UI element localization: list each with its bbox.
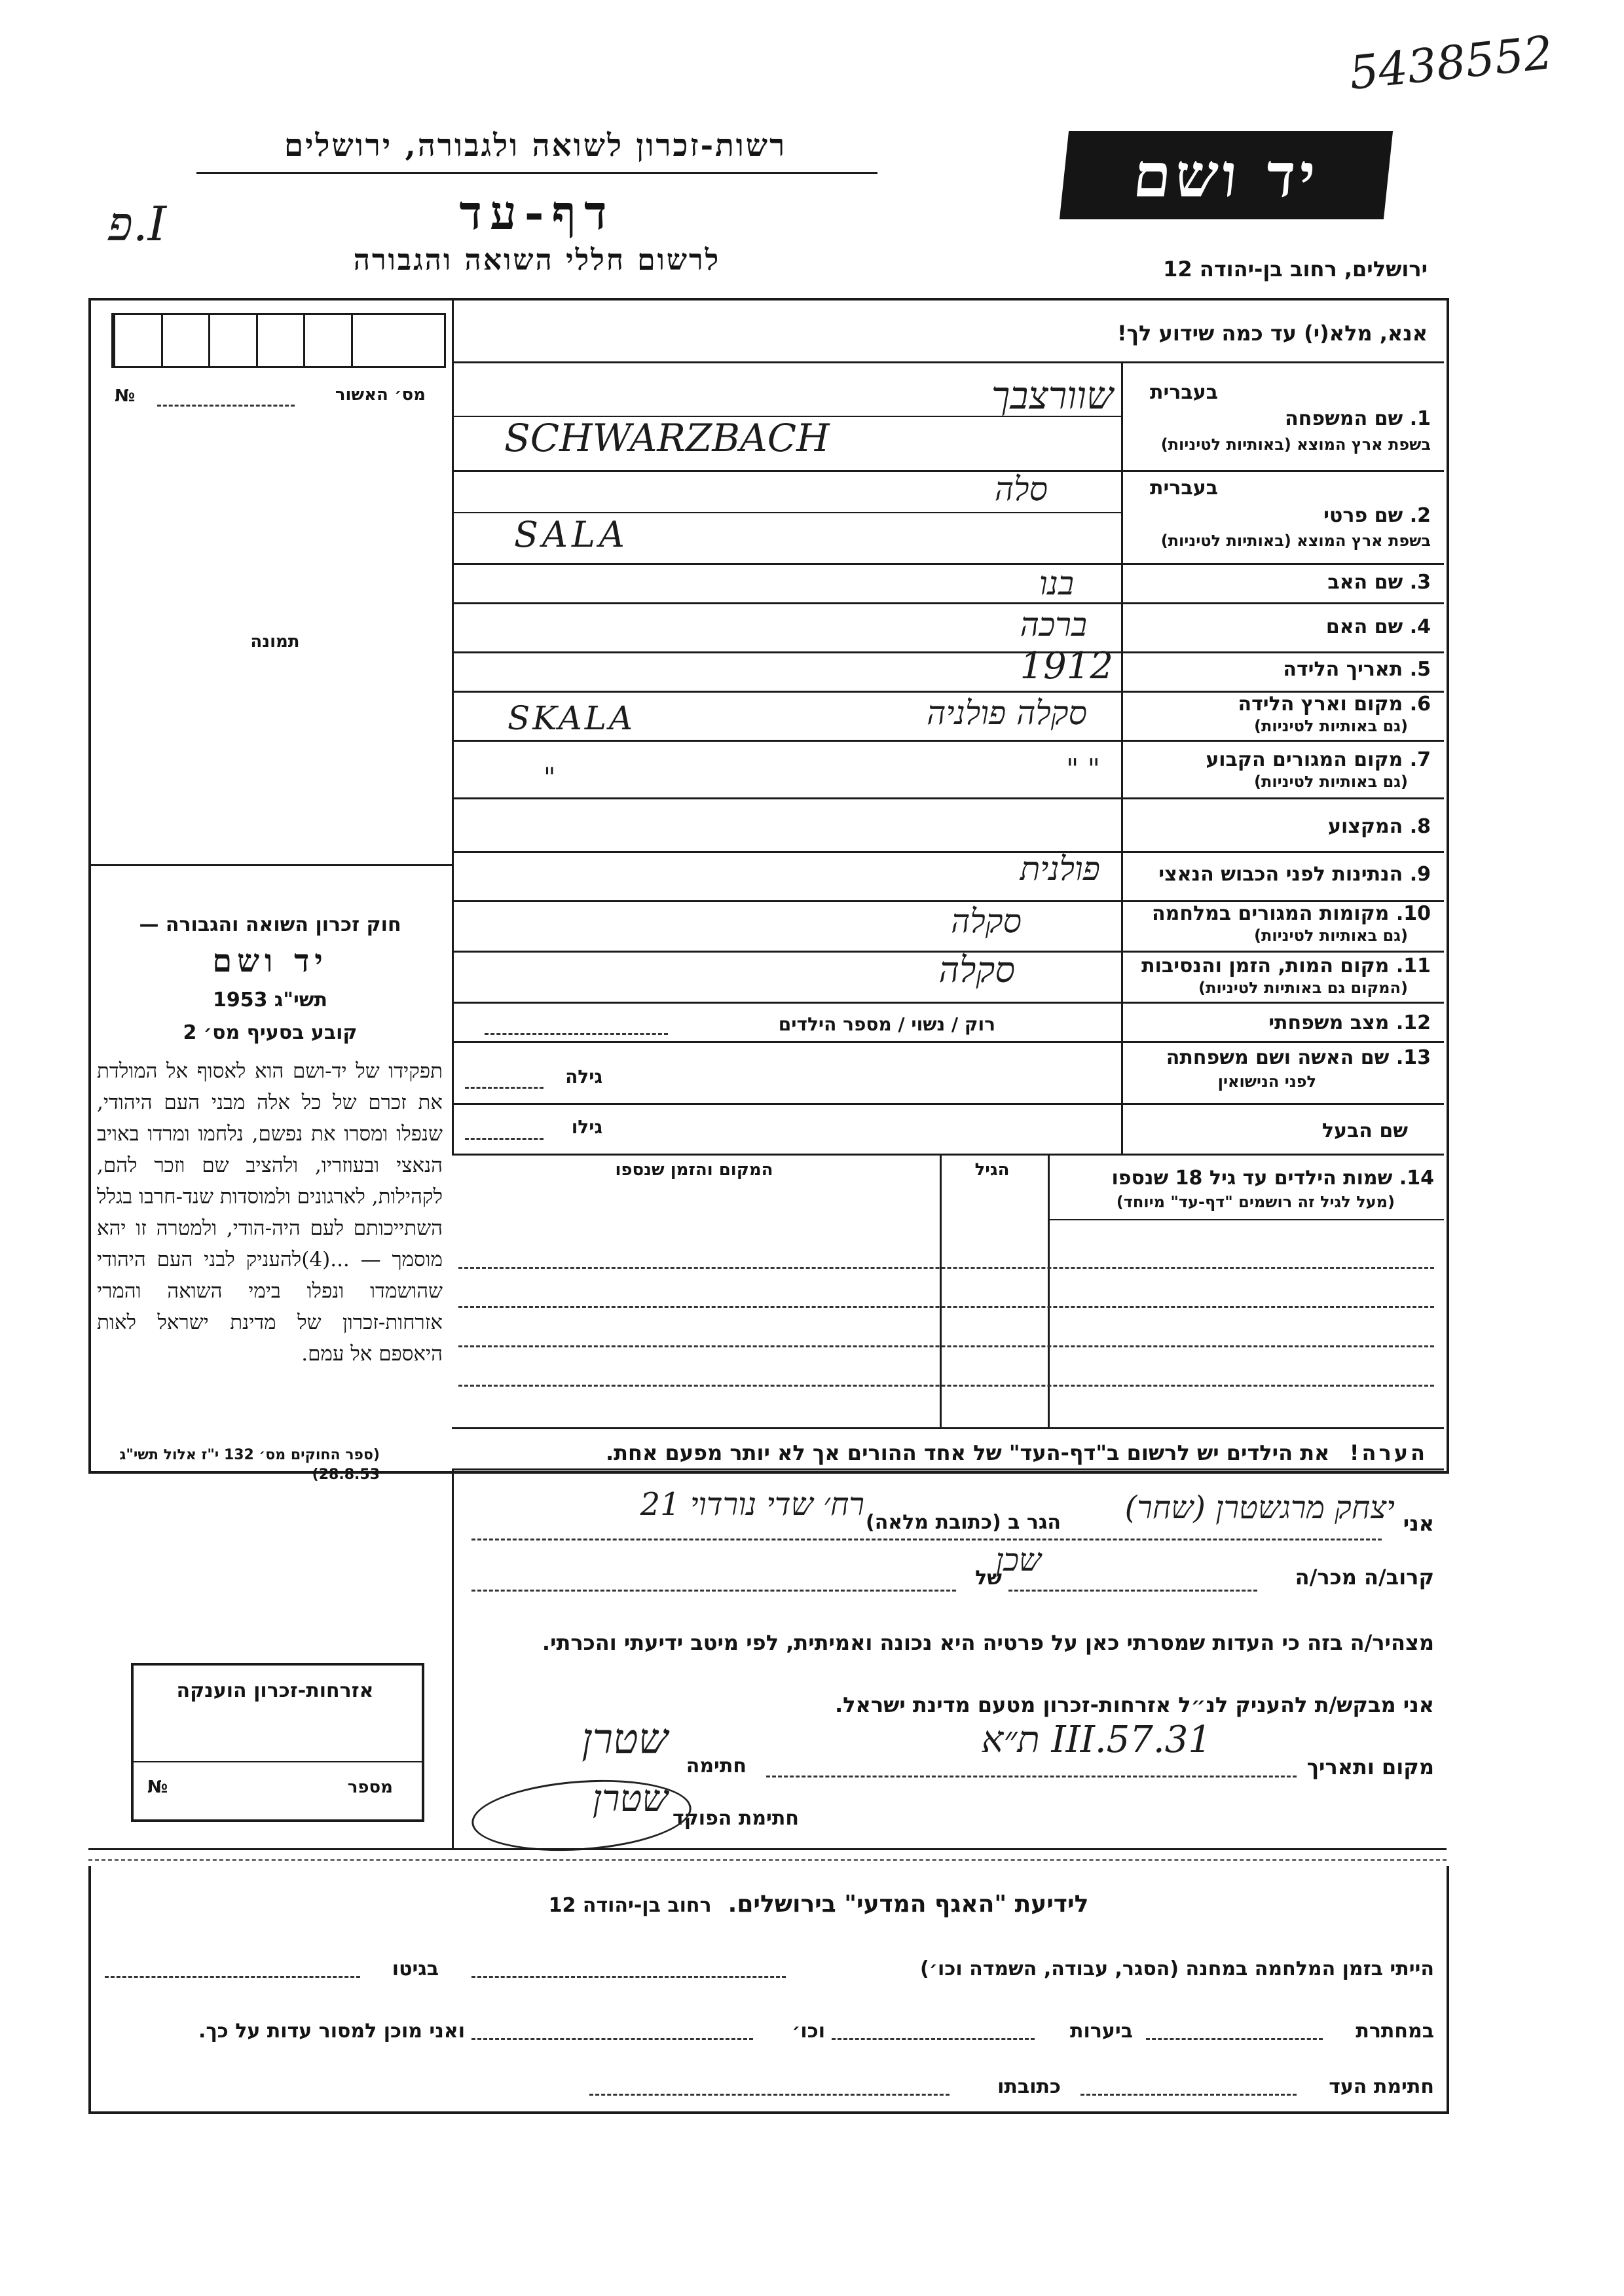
husband-age-label: גילו xyxy=(571,1116,602,1138)
citizenship-number-label: מספר xyxy=(347,1777,393,1797)
relative-label: קרוב/ה מכר/ה xyxy=(1295,1565,1434,1590)
approval-number-label: מס׳ האשור xyxy=(335,385,426,405)
field-4-value: ברכה xyxy=(1020,606,1087,644)
field-13-sub: לפני הנישואין xyxy=(1217,1072,1316,1091)
field-10-label: 10. מקומות המגורים במלחמה xyxy=(1152,902,1431,925)
field-1-label: 1. שם המשפחה xyxy=(1285,407,1431,430)
residing-label: הגר ב (כתובת מלאה) xyxy=(865,1511,1061,1534)
address-line: ירושלים, רחוב בן-יהודה 12 xyxy=(1163,257,1428,282)
law-title: חוק זכרון השואה והגבורה — xyxy=(139,913,401,936)
sci-line1-b: בגיטו xyxy=(392,1958,439,1980)
field-5-label: 5. תאריך הלידה xyxy=(1283,658,1431,681)
sci-line1-a: הייתי בזמן המלחמה במחנה (הסגר, עבודה, השמדה וכו׳) xyxy=(920,1958,1434,1980)
children-col-place-time: המקום והזמן שנספו xyxy=(615,1160,773,1180)
field-1-value-latin: SCHWARZBACH xyxy=(504,416,830,460)
field-8-label: 8. המקצוע xyxy=(1327,815,1431,838)
children-note: הערה! את הילדים יש לרשום ב"דף-העד" של אחד ההורים אך לא יותר מפעם אחת. xyxy=(606,1440,1428,1465)
field-2-sub: בשפת ארץ המוצא (באותיות לטיניות) xyxy=(1160,532,1431,550)
citizenship-box-title: אזרחות-זכרון הוענקה xyxy=(176,1679,374,1702)
wife-age-label: גילה xyxy=(565,1066,602,1087)
field-5-value: 1912 xyxy=(1020,645,1113,687)
field-13-label: 13. שם האשה ושם משפחתה xyxy=(1166,1046,1431,1069)
place-date-label: מקום ותאריך xyxy=(1306,1755,1434,1779)
form-title: דף-עד xyxy=(459,185,615,240)
field-1-lang-label: בעברית xyxy=(1150,381,1218,404)
stamp-number: 5438552 xyxy=(1346,25,1556,101)
photo-label: תמונה xyxy=(250,632,300,651)
field-12-label: 12. מצב משפחתי xyxy=(1268,1011,1431,1034)
field-4-label: 4. שם האם xyxy=(1325,615,1431,638)
field-11-value: סקלה xyxy=(938,949,1015,991)
citizenship-request: אני מבקש/ת להעניק לנ״ל אזרחות-זכרון מטעם מדינת ישראל. xyxy=(835,1692,1434,1717)
husband-name-label: שם הבעל xyxy=(1321,1120,1408,1142)
field-9-value: פולנית xyxy=(1020,850,1100,888)
citizenship-number-mark: № xyxy=(147,1777,168,1797)
field-6-sub: (גם באותיות לטיניות) xyxy=(1254,717,1408,735)
signature-value: שטרן xyxy=(581,1715,668,1764)
field-6-value: סקלה פולניה xyxy=(927,694,1087,732)
children-label: 14. שמות הילדים עד גיל 18 שנספו xyxy=(1111,1167,1434,1190)
sci-line2-a: במחתרת xyxy=(1356,2020,1434,2043)
authority-name: רשות-זכרון לשואה ולגבורה, ירושלים xyxy=(284,128,787,164)
hand-mark: פ.I xyxy=(108,196,167,251)
law-body: תפקידו של יד-ושם הוא לאסוף אל המולדת את זכרם של כל אלה מבני העם היהודי, שנפלו ומסרו את נפשם, נלחמו ומרדו באויב הנאצי ובעוזריו, ולהציב שם וזכר להם, לקהילות, לארגונים ולמוסדות שנד-חרבו בגלל השתייכותם לעם היה-הודי, ולמטרה זו יהא מוסמך — ...(4)להעניק לבני העם היהודי שהושמדו ונפלו בימי השואה והמרי אזרחות-זכרון של מדינת ישראל לאות היאספם אל עמם. xyxy=(97,1059,443,1366)
field-7-value: " " xyxy=(1066,753,1100,785)
clerk-signature-label: חתימת הפוקד xyxy=(673,1807,799,1830)
field-3-value: בנו xyxy=(1039,564,1074,602)
sci-line3-a: חתימת העד xyxy=(1329,2075,1434,2098)
declarant-name: יצחק מרגשטרן (שחר) xyxy=(1124,1489,1395,1526)
scientific-title: לידיעת "האגף המדעי" בירושלים. רחוב בן-יהודה 12 xyxy=(548,1891,1089,1918)
field-3-label: 3. שם האב xyxy=(1327,571,1431,594)
intro-instruction: אנא, מלא(י) עד כמה שידוע לך! xyxy=(1116,321,1428,346)
field-1-value-he: שוורצבך xyxy=(991,373,1113,418)
declarant-address: רח׳ שדי נורדוי 21 xyxy=(640,1486,864,1523)
field-9-label: 9. הנתינות לפני הכבוש הנאצי xyxy=(1158,863,1431,886)
field-2-lang-label: בעברית xyxy=(1150,477,1218,500)
field-2-value-latin: SALA xyxy=(514,514,629,555)
law-source: (ספר החוקים מס׳ 132 י"ז אלול תשי"ג 28.8.53) xyxy=(119,1447,380,1483)
field-10-value: סקלה xyxy=(951,902,1022,940)
field-10-sub: (גם באותיות לטיניות) xyxy=(1254,926,1408,945)
signature-label: חתימה xyxy=(686,1755,747,1777)
relative-value: שכן xyxy=(995,1542,1041,1578)
children-sub: (מעל לגיל זה רושמים "דף-עד" מיוחד) xyxy=(1116,1193,1395,1211)
sci-line2-c: וכו׳ xyxy=(792,2020,825,2043)
logo-text: יד ושם xyxy=(1130,139,1323,211)
law-year: תשי"ג 1953 xyxy=(212,989,328,1011)
clerk-signature-value: שטרן xyxy=(592,1777,668,1820)
sci-line3-b: כתובתו xyxy=(997,2075,1061,2098)
yad-vashem-logo xyxy=(1060,131,1393,219)
shel-label: של xyxy=(975,1567,1002,1590)
field-6-value-latin: SKALA xyxy=(507,699,635,737)
field-7-label: 7. מקום המגורים הקבוע xyxy=(1206,748,1431,771)
place-date-value: 31.III.57 ת״א xyxy=(981,1719,1211,1761)
declaration-i-label: אני xyxy=(1403,1511,1434,1536)
approval-number-mark: № xyxy=(115,386,136,406)
form-subtitle: לרשום חללי השואה והגבורה xyxy=(353,244,721,277)
sci-line2-d: ואני מוכן למסור עדות על כך. xyxy=(198,2020,465,2043)
field-7-sub: (גם באותיות לטיניות) xyxy=(1254,773,1408,791)
law-logo: יד ושם xyxy=(212,943,328,979)
field-6-label: 6. מקום וארץ הלידה xyxy=(1238,693,1431,716)
field-7-value-latin: " xyxy=(544,763,556,793)
field-11-label: 11. מקום המות, הזמן והנסיבות xyxy=(1141,955,1431,977)
field-2-value-he: סלה xyxy=(994,470,1048,508)
law-clause: קובע בסעיף מס׳ 2 xyxy=(183,1021,358,1044)
sci-line2-b: ביערות xyxy=(1070,2020,1133,2043)
form-id-boxes xyxy=(111,313,446,368)
field-11-sub: (המקום גם באותיות לטיניות) xyxy=(1198,979,1408,997)
field-2-label: 2. שם פרטי xyxy=(1323,504,1431,527)
marital-options: רוק / נשוי / מספר הילדים xyxy=(778,1013,995,1035)
children-col-age: הגיל xyxy=(974,1160,1010,1180)
declaration-statement: מצהיר/ה בזה כי העדות שמסרתי כאן על פרטיה היא נכונה ואמיתית, לפי מיטב ידיעתי והכרתי. xyxy=(542,1630,1434,1655)
field-1-sub: בשפת ארץ המוצא (באותיות לטיניות) xyxy=(1160,435,1431,454)
